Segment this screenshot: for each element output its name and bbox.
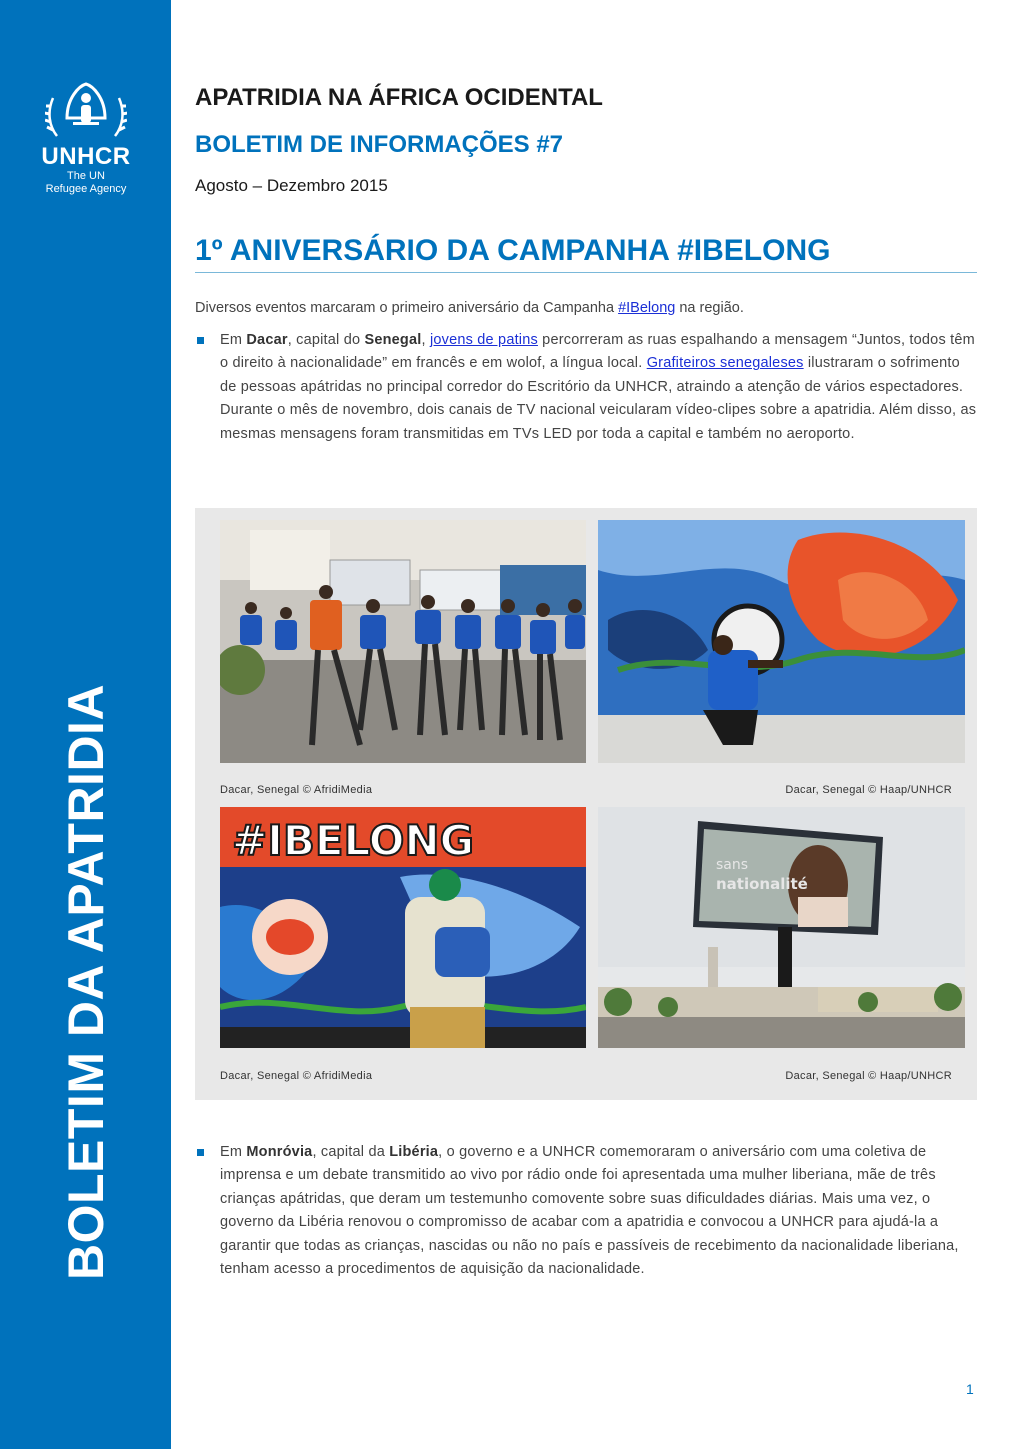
page-number: 1 [966, 1381, 974, 1397]
photo-ibelong-mural [220, 807, 586, 1048]
bold-text: Dacar [246, 332, 288, 348]
logo-tagline: The UN [67, 170, 105, 182]
bullet-square-icon [197, 1149, 204, 1156]
bulletin-number: BOLETIM DE INFORMAÇÕES #7 [195, 131, 564, 158]
photo-caption: Dacar, Senegal © Haap/UNHCR [785, 1070, 952, 1082]
photo-skaters [220, 520, 586, 763]
photo-led-billboard [598, 807, 965, 1048]
sidebar [0, 0, 171, 1449]
text: ilustraram o sofrimento de pessoas apátridas no principal corredor do Escritório da UNHCR, atraindo a atenção de vários espectadores. Durante o mês de novembro, dois canais de TV nacional veicularam vídeo-clipes sobre a apatridia. Além disso, as mesmas mensagens foram transmitidas em TVs LED por toda a capital e também no aeroporto. [220, 355, 977, 442]
ibelong-link[interactable]: #IBelong [618, 300, 676, 316]
text: Em [220, 332, 247, 348]
bullet-dakar [195, 329, 977, 446]
photo-caption: Dacar, Senegal © AfridiMedia [220, 784, 373, 796]
vertical-bulletin-title: BOLETIM DA APATRIDIA [58, 683, 114, 1280]
text: , capital do [287, 332, 365, 348]
bold-text: Monróvia [246, 1144, 313, 1160]
bullet-square-icon [197, 337, 204, 344]
unhcr-emblem-icon [45, 78, 127, 142]
text: , o governo e a UNHCR comemoraram o aniversário com uma coletiva de imprensa e um debate transmitido ao vivo por rádio onde foi apresentada uma mulher liberiana, mãe de três crianças apátridas, que deram um testemunho comovente sobre suas dificuldades diárias. Mais uma vez, o governo da Libéria renovou o compromisso de acabar com a apatridia e convocou a UNHCR para ajudá-la a garantir que todas as crianças, nascidas ou não no país e passíveis de recebimento da nacionalidade liberiana, tenham acesso a procedimentos de aquisição da nacionalidade. [220, 1144, 959, 1278]
photo-caption: Dacar, Senegal © Haap/UNHCR [785, 784, 952, 796]
intro-paragraph [195, 300, 744, 316]
bullet-text [220, 329, 977, 446]
text: , [421, 332, 430, 348]
bullet-monrovia [195, 1141, 977, 1281]
graffiti-artists-link[interactable]: Grafiteiros senegaleses [646, 355, 804, 372]
intro-text: na região. [675, 300, 744, 316]
text: percorreram as ruas espalhando a mensagem “Juntos, todos têm o direito à nacionalidade” em francês e em wolof, a língua local. [220, 332, 975, 372]
logo-tagline: Refugee Agency [45, 183, 127, 195]
bold-text: Libéria [389, 1144, 439, 1160]
date-range: Agosto – Dezembro 2015 [195, 176, 388, 195]
text: , capital da [312, 1144, 390, 1160]
section-heading: 1º ANIVERSÁRIO DA CAMPANHA #IBELONG [195, 234, 977, 273]
billboard-text: sans [716, 857, 749, 873]
unhcr-logo [30, 78, 142, 196]
photo-graffiti-artist [598, 520, 965, 763]
photo-caption: Dacar, Senegal © AfridiMedia [220, 1070, 373, 1082]
roller-skaters-link[interactable]: jovens de patins [429, 332, 538, 348]
page-title: APATRIDIA NA ÁFRICA OCIDENTAL [195, 84, 603, 111]
bold-text: Senegal [364, 332, 422, 348]
photo-grid [195, 508, 977, 1100]
intro-text: Diversos eventos marcaram o primeiro aniversário da Campanha [195, 300, 619, 316]
logo-wordmark: UNHCR [41, 143, 131, 170]
text: Em [220, 1144, 247, 1160]
mural-hashtag: #IBELONG [232, 816, 475, 865]
billboard-text: nationalité [716, 875, 808, 893]
bullet-text [220, 1141, 977, 1281]
